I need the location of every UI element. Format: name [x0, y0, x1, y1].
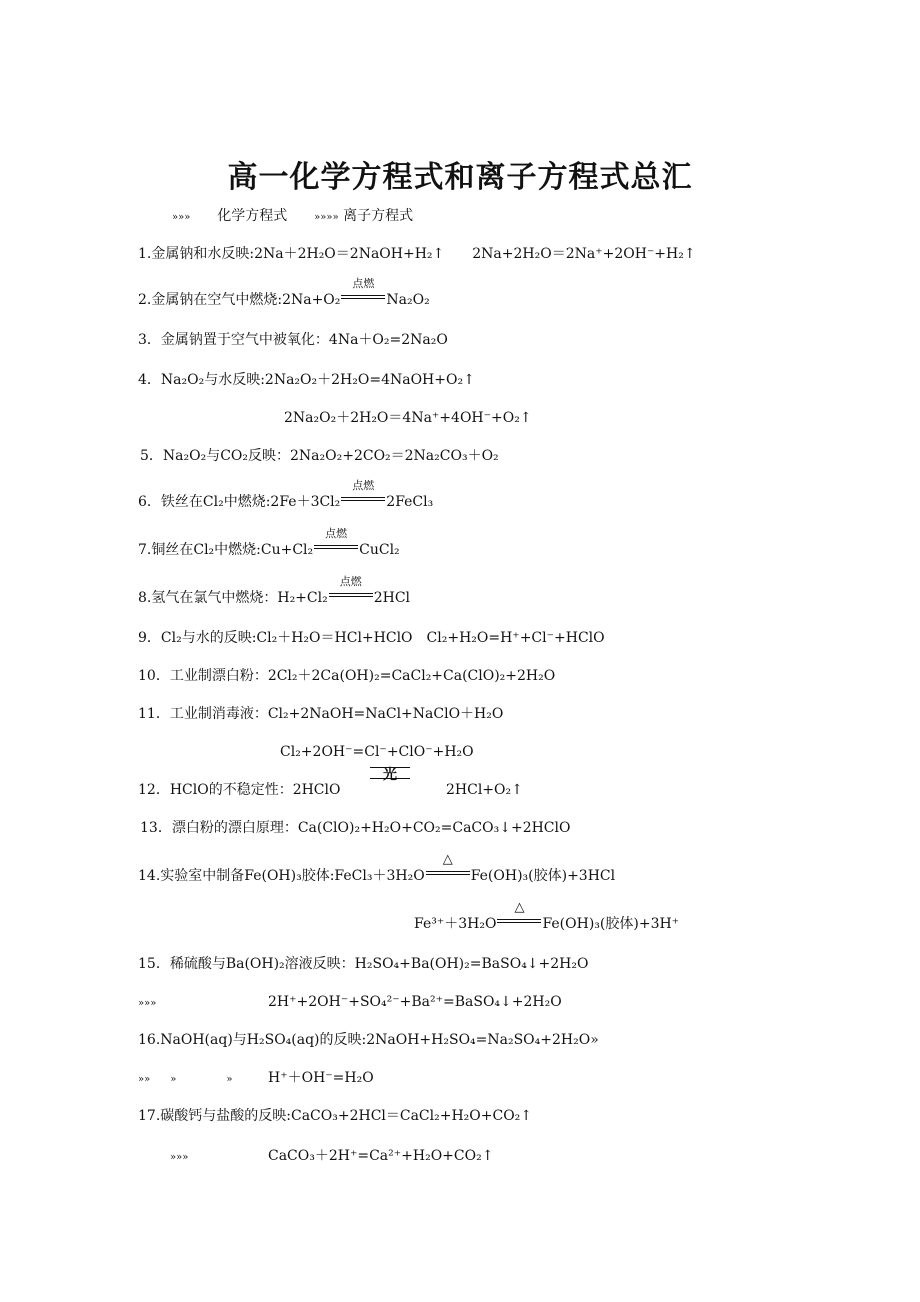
marker: »» » »: [138, 1074, 233, 1085]
equation-text: 9．Cl₂与水的反映:Cl₂＋H₂O＝HCl+HClO Cl₂+H₂O=H⁺+Cl⁻+HClO: [138, 630, 605, 646]
equation-text: 10．工业制漂白粉：2Cl₂＋2Ca(OH)₂=CaCl₂+Ca(ClO)₂+2H₂O: [138, 668, 556, 684]
equation-line: [138, 244, 696, 264]
equation-text: 2HCl+O₂↑: [446, 782, 523, 798]
ionic-equation-line: [138, 992, 156, 1014]
marker: »»»»: [314, 212, 339, 223]
equation-line: [138, 330, 448, 350]
equation-text: 1.金属钠和水反映:2Na＋2H₂O＝2NaOH+H₂↑ 2Na+2H₂O＝2Na⁺+2OH⁻+H₂↑: [138, 246, 696, 262]
equation-text: 13．漂白粉的漂白原理：Ca(ClO)₂+H₂O+CO₂=CaCO₃↓+2HClO: [140, 820, 571, 836]
equation-text: 2Na₂O₂＋2H₂O＝4Na⁺+4OH⁻+O₂↑: [284, 410, 532, 426]
ignite-condition: 点燃: [341, 492, 385, 506]
equation-text: CaCO₃＋2H⁺=Ca²⁺+H₂O+CO₂↑: [268, 1148, 494, 1164]
heat-condition: △: [497, 914, 541, 928]
marker: »»»: [138, 998, 157, 1009]
equation-line: [138, 370, 475, 390]
ignite-condition: 点燃: [314, 540, 358, 554]
equation-line: [138, 666, 555, 686]
equation-text: 7.铜丝在Cl₂中燃烧:Cu+Cl₂: [138, 542, 314, 558]
equation-text: 2H⁺+2OH⁻+SO₄²⁻+Ba²⁺=BaSO₄↓+2H₂O: [268, 994, 562, 1010]
ionic-equation-line: [284, 408, 532, 428]
equation-text: 8.氢气在氯气中燃烧：H₂+Cl₂: [138, 590, 328, 606]
column-header: [172, 206, 413, 228]
equation-text: 2.金属钠在空气中燃烧:2Na+O₂: [138, 292, 341, 308]
equation-line: [140, 818, 570, 838]
equation-text: CuCl₂: [359, 542, 400, 558]
ionic-equation-line: [170, 1146, 188, 1168]
equation-text: 17.碳酸钙与盐酸的反映:CaCO₃+2HCl＝CaCl₂+H₂O+CO₂↑: [138, 1108, 533, 1124]
equation-text: Cl₂+2OH⁻=Cl⁻+ClO⁻+H₂O: [280, 744, 474, 760]
equation-text: 16.NaOH(aq)与H₂SO₄(aq)的反映:2NaOH+H₂SO₄=Na₂SO₄+2H₂O»: [138, 1032, 599, 1048]
equation-text: 11．工业制消毒液：Cl₂+2NaOH=NaCl+NaClO＋H₂O: [138, 706, 504, 722]
equation-line: [138, 954, 588, 974]
ignite-condition: 点燃: [329, 588, 373, 602]
equation-text: Fe(OH)₃(胶体)+3HCl: [470, 868, 616, 884]
ionic-equation-line: [138, 1068, 232, 1090]
equation-line: [138, 575, 411, 608]
equation-text: Fe³⁺＋3H₂O: [414, 916, 497, 932]
equation-text: 15．稀硫酸与Ba(OH)₂溶液反映：H₂SO₄+Ba(OH)₂=BaSO₄↓+2H₂O: [138, 956, 589, 972]
ionic-equation-line: [414, 900, 680, 934]
equation-text: 2HCl: [373, 590, 411, 606]
light-condition: 光: [370, 764, 410, 784]
equation-line: [138, 479, 434, 512]
equation-line: [140, 446, 499, 466]
equation-line: [138, 628, 605, 648]
equation-line: [138, 527, 400, 560]
equation-line: [138, 704, 503, 724]
marker: »»»: [172, 212, 191, 223]
page-title: 高一化学方程式和离子方程式总汇: [227, 160, 693, 195]
equation-text: 5．Na₂O₂与CO₂反映：2Na₂O₂+2CO₂＝2Na₂CO₃＋O₂: [140, 448, 499, 464]
column-label-chem: 化学方程式: [217, 208, 288, 224]
equation-text: H⁺＋OH⁻=H₂O: [268, 1070, 374, 1086]
ignite-condition: 点燃: [341, 290, 385, 304]
equation-text: 14.实验室中制备Fe(OH)₃胶体:FeCl₃＋3H₂O: [138, 868, 425, 884]
ionic-equation-line: [280, 742, 474, 762]
equation-line: [138, 780, 340, 800]
equation-line: [138, 277, 430, 310]
ionic-equation-line: [268, 992, 562, 1012]
equation-line: [138, 1030, 599, 1050]
equation-text: 12．HClO的不稳定性：2HClO: [138, 782, 341, 798]
equation-text: 4．Na₂O₂与水反映:2Na₂O₂＋2H₂O=4NaOH+O₂↑: [138, 372, 475, 388]
equation-line: [446, 780, 523, 800]
equation-text: 3．金属钠置于空气中被氧化：4Na＋O₂=2Na₂O: [138, 332, 448, 348]
equation-line: [138, 852, 616, 886]
marker: »»»: [170, 1152, 189, 1163]
equation-text: Na₂O₂: [386, 292, 430, 308]
ionic-equation-line: [268, 1068, 374, 1088]
ionic-equation-line: [268, 1146, 493, 1166]
equation-text: Fe(OH)₃(胶体)+3H⁺: [542, 916, 680, 932]
heat-condition: △: [426, 866, 470, 880]
column-label-ion: 离子方程式: [343, 208, 414, 224]
equation-text: 6．铁丝在Cl₂中燃烧:2Fe＋3Cl₂: [138, 494, 341, 510]
equation-text: 2FeCl₃: [386, 494, 434, 510]
equation-line: [138, 1106, 532, 1126]
